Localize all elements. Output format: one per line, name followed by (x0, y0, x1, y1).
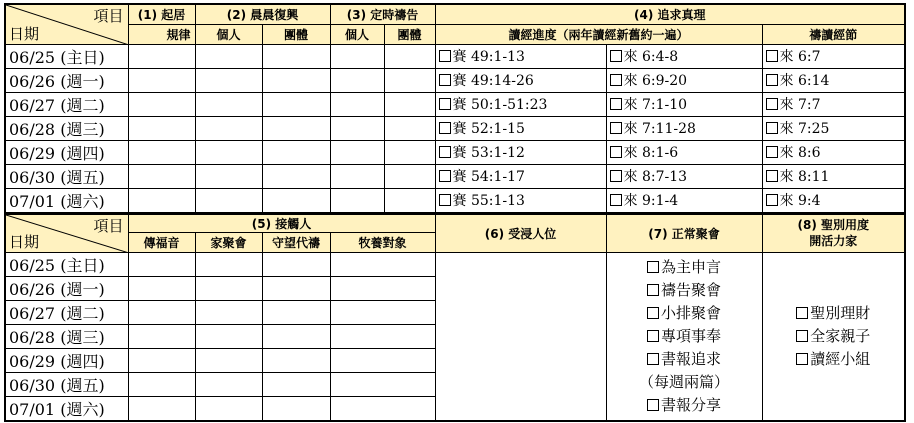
list-item[interactable]: 禱告聚會 (607, 279, 762, 302)
ot-reading[interactable]: 賽 54:1-17 (435, 164, 606, 188)
header-meetings: (7) 正常聚會 (606, 214, 762, 252)
checkbox-icon[interactable] (647, 330, 659, 342)
corner-item-label: 項目 (93, 216, 124, 235)
contact-table (4, 214, 906, 422)
check-cell[interactable] (195, 92, 262, 116)
check-cell[interactable] (330, 116, 384, 140)
check-cell[interactable] (128, 164, 195, 188)
nt-reading[interactable]: 來 8:1-6 (606, 140, 762, 164)
check-cell[interactable] (262, 164, 330, 188)
check-cell[interactable] (195, 116, 262, 140)
pray-verse[interactable]: 來 6:14 (762, 68, 905, 92)
table-row (5, 68, 905, 92)
check-cell[interactable] (195, 68, 262, 92)
checkbox-icon[interactable] (766, 74, 778, 86)
sub-group-2: 團體 (384, 24, 435, 44)
checkbox-icon[interactable] (439, 50, 451, 62)
ot-reading[interactable]: 賽 52:1-15 (435, 116, 606, 140)
sub-personal-2: 個人 (330, 24, 384, 44)
date-cell: 06/25 (主日) (5, 44, 128, 68)
check-cell[interactable] (195, 44, 262, 68)
baptism-cell[interactable] (435, 252, 606, 421)
check-cell[interactable] (195, 396, 262, 421)
table-row (5, 44, 905, 68)
header-truth: (4) 追求真理 (435, 4, 905, 24)
table-row (5, 140, 905, 164)
checkbox-icon[interactable] (610, 146, 622, 158)
date-cell: 06/29 (週四) (5, 348, 128, 372)
check-cell[interactable] (262, 324, 330, 348)
check-cell[interactable] (384, 116, 435, 140)
sub-gospel: 傳福音 (128, 232, 195, 252)
checkbox-icon[interactable] (610, 50, 622, 62)
check-cell[interactable] (384, 188, 435, 213)
check-cell[interactable] (330, 252, 435, 276)
nt-reading[interactable]: 來 9:1-4 (606, 188, 762, 213)
date-cell: 06/27 (週二) (5, 300, 128, 324)
checkbox-icon[interactable] (647, 353, 659, 365)
ot-reading[interactable]: 賽 55:1-13 (435, 188, 606, 213)
checkbox-icon[interactable] (439, 122, 451, 134)
check-cell[interactable] (384, 68, 435, 92)
check-cell[interactable] (128, 68, 195, 92)
header-baptism: (6) 受浸人位 (435, 214, 606, 252)
check-cell[interactable] (330, 92, 384, 116)
check-cell[interactable] (262, 140, 330, 164)
date-cell: 06/26 (週一) (5, 68, 128, 92)
check-cell[interactable] (128, 252, 195, 276)
check-cell[interactable] (330, 300, 435, 324)
check-cell[interactable] (330, 68, 384, 92)
table-row (5, 164, 905, 188)
checkbox-icon[interactable] (610, 170, 622, 182)
header-morning-revival: (2) 晨晨復興 (195, 4, 330, 24)
list-item[interactable]: 書報追求 (607, 348, 762, 371)
check-cell[interactable] (128, 324, 195, 348)
checkbox-icon[interactable] (439, 170, 451, 182)
sub-reading-schedule: 讀經進度（兩年讀經新舊約一遍） (435, 24, 762, 44)
checkbox-icon[interactable] (647, 307, 659, 319)
header-prayer: (3) 定時禱告 (330, 4, 435, 24)
check-cell[interactable] (262, 396, 330, 421)
check-cell[interactable] (128, 140, 195, 164)
check-cell[interactable] (384, 92, 435, 116)
checkbox-icon[interactable] (796, 307, 808, 319)
nt-reading[interactable]: 來 7:1-10 (606, 92, 762, 116)
checkbox-icon[interactable] (610, 74, 622, 86)
sub-regular: 規律 (128, 24, 195, 44)
check-cell[interactable] (330, 348, 435, 372)
checkbox-icon[interactable] (647, 399, 659, 411)
checkbox-icon[interactable] (610, 122, 622, 134)
nt-reading[interactable]: 來 7:11-28 (606, 116, 762, 140)
weekly-record-sheet (4, 3, 906, 422)
check-cell[interactable] (330, 164, 384, 188)
checkbox-icon[interactable] (439, 98, 451, 110)
check-cell[interactable] (330, 44, 384, 68)
check-cell[interactable] (330, 276, 435, 300)
check-cell[interactable] (128, 348, 195, 372)
checkbox-icon[interactable] (610, 194, 622, 206)
sub-group-1: 團體 (262, 24, 330, 44)
corner-date-label: 日期 (9, 232, 40, 251)
check-cell[interactable] (384, 44, 435, 68)
date-cell: 06/28 (週三) (5, 116, 128, 140)
check-cell[interactable] (262, 372, 330, 396)
check-cell[interactable] (330, 372, 435, 396)
list-item[interactable]: 全家親子 (763, 325, 905, 348)
check-cell[interactable] (195, 252, 262, 276)
check-cell[interactable] (128, 92, 195, 116)
check-cell[interactable] (262, 188, 330, 213)
pray-verse[interactable]: 來 7:25 (762, 116, 905, 140)
date-cell: 07/01 (週六) (5, 396, 128, 421)
list-item[interactable]: 讀經小組 (763, 348, 905, 371)
check-cell[interactable] (384, 164, 435, 188)
date-cell: 06/25 (主日) (5, 252, 128, 276)
list-item[interactable]: 為主申言 (607, 256, 762, 279)
date-cell: 06/27 (週二) (5, 92, 128, 116)
header-consecration: (8) 聖別用度 開活力家 (762, 214, 905, 252)
check-cell[interactable] (128, 188, 195, 213)
check-cell[interactable] (195, 140, 262, 164)
checkbox-icon[interactable] (766, 122, 778, 134)
list-item[interactable]: 聖別理財 (763, 302, 905, 325)
corner-header-2 (5, 214, 128, 252)
date-cell: 06/30 (週五) (5, 164, 128, 188)
check-cell[interactable] (128, 396, 195, 421)
check-cell[interactable] (195, 348, 262, 372)
list-item[interactable]: 專項事奉 (607, 325, 762, 348)
meetings-list (606, 252, 762, 421)
pray-verse[interactable]: 來 6:7 (762, 44, 905, 68)
list-item[interactable]: 小排聚會 (607, 302, 762, 325)
corner-item-label: 項目 (93, 7, 124, 25)
checkbox-icon[interactable] (796, 330, 808, 342)
check-cell[interactable] (128, 116, 195, 140)
ot-reading[interactable]: 賽 53:1-12 (435, 140, 606, 164)
checkbox-icon[interactable] (610, 98, 622, 110)
pray-verse[interactable]: 來 9:4 (762, 188, 905, 213)
check-cell[interactable] (195, 300, 262, 324)
table-row (5, 92, 905, 116)
checkbox-icon[interactable] (439, 74, 451, 86)
date-cell: 06/29 (週四) (5, 140, 128, 164)
ot-reading[interactable]: 賽 49:1-13 (435, 44, 606, 68)
check-cell[interactable] (384, 140, 435, 164)
check-cell[interactable] (262, 92, 330, 116)
checkbox-icon[interactable] (647, 261, 659, 273)
nt-reading[interactable]: 來 6:9-20 (606, 68, 762, 92)
check-cell[interactable] (128, 44, 195, 68)
checkbox-icon[interactable] (766, 98, 778, 110)
check-cell[interactable] (262, 116, 330, 140)
header-rising: (1) 起居 (128, 4, 195, 24)
check-cell[interactable] (330, 396, 435, 421)
ot-reading[interactable]: 賽 50:1-51:23 (435, 92, 606, 116)
check-cell[interactable] (262, 44, 330, 68)
corner-date-label: 日期 (9, 24, 40, 43)
pursuit-table (4, 3, 906, 214)
pray-verse[interactable]: 來 8:11 (762, 164, 905, 188)
list-item[interactable]: 書報分享 (607, 394, 762, 417)
check-cell[interactable] (262, 68, 330, 92)
table-row (5, 252, 905, 276)
corner-header (5, 4, 128, 44)
check-cell[interactable] (195, 188, 262, 213)
table-row (5, 188, 905, 213)
list-note: （每週兩篇） (638, 372, 729, 391)
date-cell: 07/01 (週六) (5, 188, 128, 213)
check-cell[interactable] (195, 372, 262, 396)
check-cell[interactable] (128, 300, 195, 324)
check-cell[interactable] (195, 276, 262, 300)
checkbox-icon[interactable] (439, 146, 451, 158)
check-cell[interactable] (330, 324, 435, 348)
checkbox-icon[interactable] (647, 284, 659, 296)
check-cell[interactable] (330, 140, 384, 164)
sub-intercession: 守望代禱 (262, 232, 330, 252)
checkbox-icon[interactable] (766, 194, 778, 206)
date-cell: 06/26 (週一) (5, 276, 128, 300)
check-cell[interactable] (330, 188, 384, 213)
table-row (5, 116, 905, 140)
check-cell[interactable] (262, 252, 330, 276)
sub-home-meeting: 家聚會 (195, 232, 262, 252)
check-cell[interactable] (262, 300, 330, 324)
nt-reading[interactable]: 來 6:4-8 (606, 44, 762, 68)
checkbox-icon[interactable] (766, 170, 778, 182)
sub-shepherding: 牧養對象 (330, 232, 435, 252)
check-cell[interactable] (262, 276, 330, 300)
checkbox-icon[interactable] (796, 353, 808, 365)
check-cell[interactable] (195, 164, 262, 188)
ot-reading[interactable]: 賽 49:14-26 (435, 68, 606, 92)
date-cell: 06/30 (週五) (5, 372, 128, 396)
check-cell[interactable] (195, 324, 262, 348)
check-cell[interactable] (128, 276, 195, 300)
check-cell[interactable] (262, 348, 330, 372)
sub-personal-1: 個人 (195, 24, 262, 44)
checkbox-icon[interactable] (766, 50, 778, 62)
pray-verse[interactable]: 來 8:6 (762, 140, 905, 164)
nt-reading[interactable]: 來 8:7-13 (606, 164, 762, 188)
checkbox-icon[interactable] (766, 146, 778, 158)
check-cell[interactable] (128, 372, 195, 396)
sub-pray-read: 禱讀經節 (762, 24, 905, 44)
date-cell: 06/28 (週三) (5, 324, 128, 348)
header-contact: (5) 接觸人 (128, 214, 435, 232)
consecration-list (762, 252, 905, 421)
checkbox-icon[interactable] (439, 194, 451, 206)
pray-verse[interactable]: 來 7:7 (762, 92, 905, 116)
